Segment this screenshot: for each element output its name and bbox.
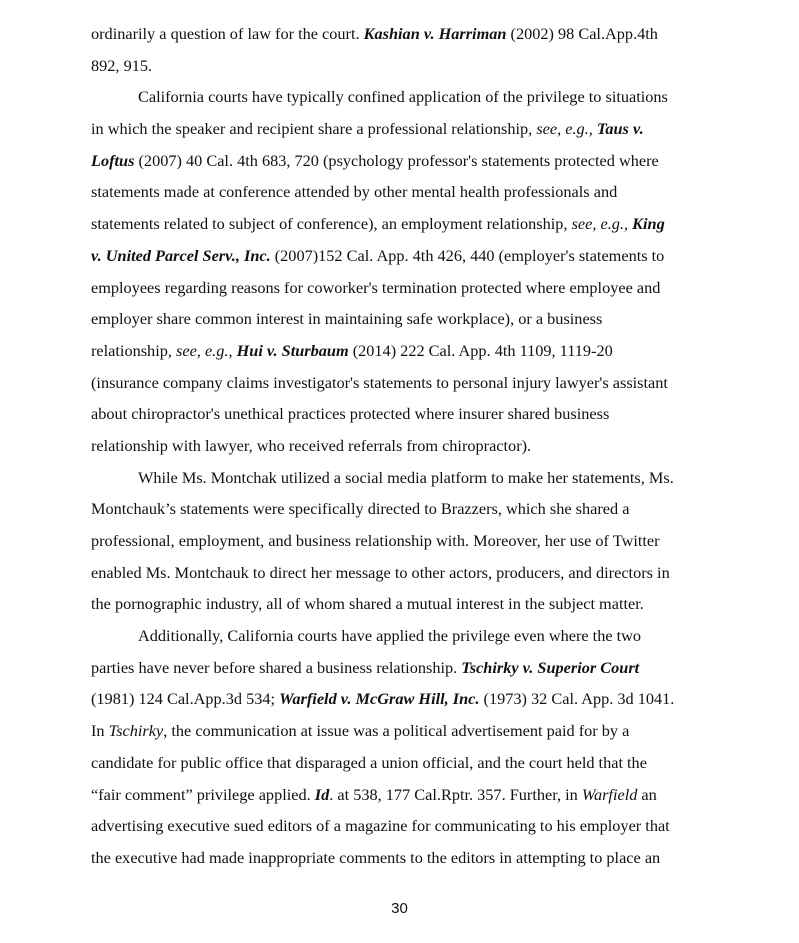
citation-run: Warfield v. McGraw Hill, Inc. xyxy=(279,689,480,709)
text-run: (2014) 222 Cal. App. 4th 1109, 1119-20 xyxy=(348,340,613,360)
citation-run: Id xyxy=(314,784,330,804)
text-line xyxy=(91,240,711,272)
text-line xyxy=(91,145,711,177)
text-run: enabled Ms. Montchauk to direct her message to other actors, producers, and directors in xyxy=(91,562,670,582)
text-run: California courts have typically confined application of the privilege to situations xyxy=(138,87,668,107)
text-line xyxy=(91,272,711,304)
text-line xyxy=(91,430,711,462)
page-number: 30 xyxy=(391,900,408,917)
text-line xyxy=(91,367,711,399)
text-line xyxy=(91,50,711,82)
text-run: (2007) 40 Cal. 4th 683, 720 (psychology professor's statements protected where xyxy=(134,150,659,170)
text-line xyxy=(91,779,711,811)
body-text xyxy=(91,18,711,874)
text-run: employees regarding reasons for coworker's termination protected where employee and xyxy=(91,277,661,297)
text-line xyxy=(91,18,711,50)
text-run: (1981) 124 Cal.App.3d 534; xyxy=(91,689,280,709)
citation-run: Loftus xyxy=(91,150,135,170)
text-run: , the communication at issue was a political advertisement paid for by a xyxy=(163,721,630,741)
text-run: parties have never before shared a business relationship. xyxy=(91,657,462,677)
text-run: (2002) 98 Cal.App.4th xyxy=(506,24,658,43)
text-run: employer share common interest in maintaining safe workplace), or a business xyxy=(91,309,603,329)
text-run: relationship, xyxy=(91,340,177,360)
text-run: 892, 915. xyxy=(91,55,153,75)
citation-run: Taus v. xyxy=(596,119,644,139)
text-line xyxy=(91,525,711,557)
text-line xyxy=(91,620,711,652)
text-run: an xyxy=(637,784,657,804)
text-line xyxy=(91,303,711,335)
text-run: Additionally, California courts have applied the privilege even where the two xyxy=(138,626,642,646)
text-run: (1973) 32 Cal. App. 3d 1041. xyxy=(479,689,675,709)
text-line xyxy=(91,335,711,367)
text-line xyxy=(91,747,711,779)
text-run: While Ms. Montchak utilized a social media platform to make her statements, Ms. xyxy=(138,467,674,487)
citation-run: see, e.g., xyxy=(571,214,633,234)
text-run: statements made at conference attended by other mental health professionals and xyxy=(91,182,618,202)
text-run: . at 538, 177 Cal.Rptr. 357. Further, in xyxy=(329,784,582,804)
text-run: (2007)152 Cal. App. 4th 426, 440 (employer's statements to xyxy=(270,245,665,265)
text-run: the pornographic industry, all of whom shared a mutual interest in the subject matter. xyxy=(91,594,644,614)
text-run: about chiropractor's unethical practices protected where insurer shared business xyxy=(91,404,610,424)
citation-run: Warfield xyxy=(581,784,638,804)
text-run: in which the speaker and recipient share a professional relationship, xyxy=(91,119,537,139)
text-run: relationship with lawyer, who received referrals from chiropractor). xyxy=(91,435,532,455)
text-line xyxy=(91,398,711,430)
text-line xyxy=(91,683,711,715)
text-line xyxy=(91,588,711,620)
text-run: statements related to subject of conference), an employment relationship, xyxy=(91,214,572,234)
citation-run: King xyxy=(632,214,665,234)
text-line xyxy=(91,557,711,589)
citation-run: Hui v. Sturbaum xyxy=(236,340,349,360)
text-run: (insurance company claims investigator's statements to personal injury lawyer's assistant xyxy=(91,372,668,392)
text-run: Montchauk’s statements were specifically directed to Brazzers, which she shared a xyxy=(91,499,630,519)
text-run: In xyxy=(91,721,109,741)
citation-run: see, e.g., xyxy=(536,119,597,139)
text-line xyxy=(91,493,711,525)
text-run: candidate for public office that disparaged a union official, and the court held that the xyxy=(91,752,647,772)
citation-run: see, e.g., xyxy=(176,340,237,360)
citation-run: Tschirky v. Superior Court xyxy=(461,657,640,677)
text-run: ordinarily a question of law for the court. xyxy=(91,24,364,43)
text-line xyxy=(91,462,711,494)
citation-run: Kashian v. Harriman xyxy=(363,24,507,43)
text-run: advertising executive sued editors of a magazine for communicating to his employer that xyxy=(91,816,670,836)
text-run: “fair comment” privilege applied. xyxy=(91,784,315,804)
text-line xyxy=(91,652,711,684)
text-line xyxy=(91,715,711,747)
text-line xyxy=(91,208,711,240)
text-run: the executive had made inappropriate comments to the editors in attempting to place an xyxy=(91,847,661,867)
text-run: professional, employment, and business relationship with. Moreover, her use of Twitter xyxy=(91,531,660,550)
citation-run: v. United Parcel Serv., Inc. xyxy=(91,245,271,265)
text-line xyxy=(91,81,711,113)
text-line xyxy=(91,810,711,842)
text-line xyxy=(91,176,711,208)
text-line xyxy=(91,113,711,145)
citation-run: Tschirky xyxy=(108,721,164,741)
text-line xyxy=(91,842,711,874)
